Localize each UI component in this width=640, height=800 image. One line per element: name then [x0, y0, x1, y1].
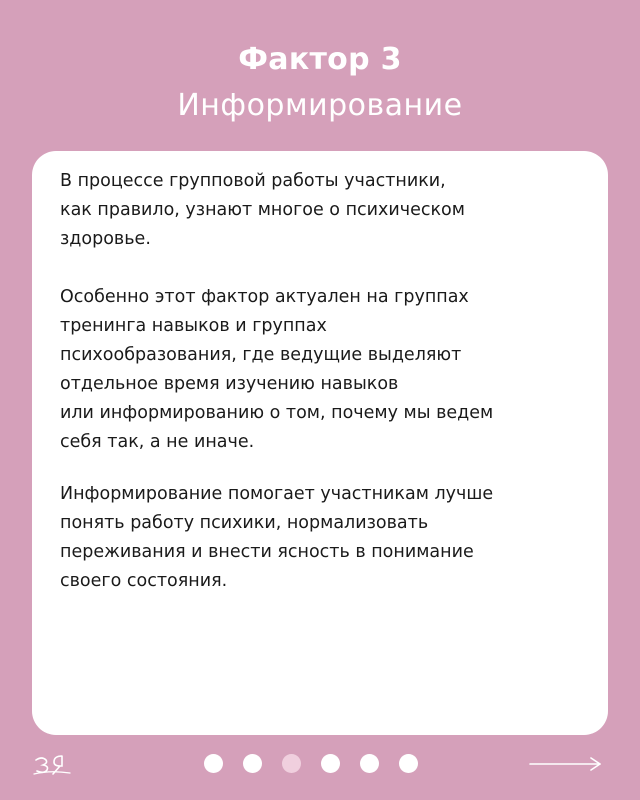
arrow-right-icon[interactable] [528, 755, 604, 773]
paragraph-2: Особенно этот фактор актуален на группах тренинга навыков и группах психообразования, где ведущие выделяют отдельное время изучению навыков или информированию о том, почему мы ведем себя так, а не иначе. [60, 287, 494, 452]
slide-subtitle: Информирование [177, 88, 463, 123]
slide-title: Фактор 3 [238, 42, 402, 77]
pagination-dots [204, 754, 418, 773]
brand-logo [32, 752, 72, 778]
paragraph-1: В процессе групповой работы участники, как правило, узнают многое о психическом здоровье. [60, 171, 465, 249]
pagination-dot-2[interactable] [243, 754, 262, 773]
pagination-dot-3-active[interactable] [282, 754, 301, 773]
pagination-dot-5[interactable] [360, 754, 379, 773]
content-card [32, 151, 608, 735]
pagination-dot-4[interactable] [321, 754, 340, 773]
pagination-dot-6[interactable] [399, 754, 418, 773]
pagination-dot-1[interactable] [204, 754, 223, 773]
paragraph-3: Информирование помогает участникам лучше понять работу психики, нормализовать переживания и внести ясность в понимание своего состояния. [60, 484, 494, 591]
